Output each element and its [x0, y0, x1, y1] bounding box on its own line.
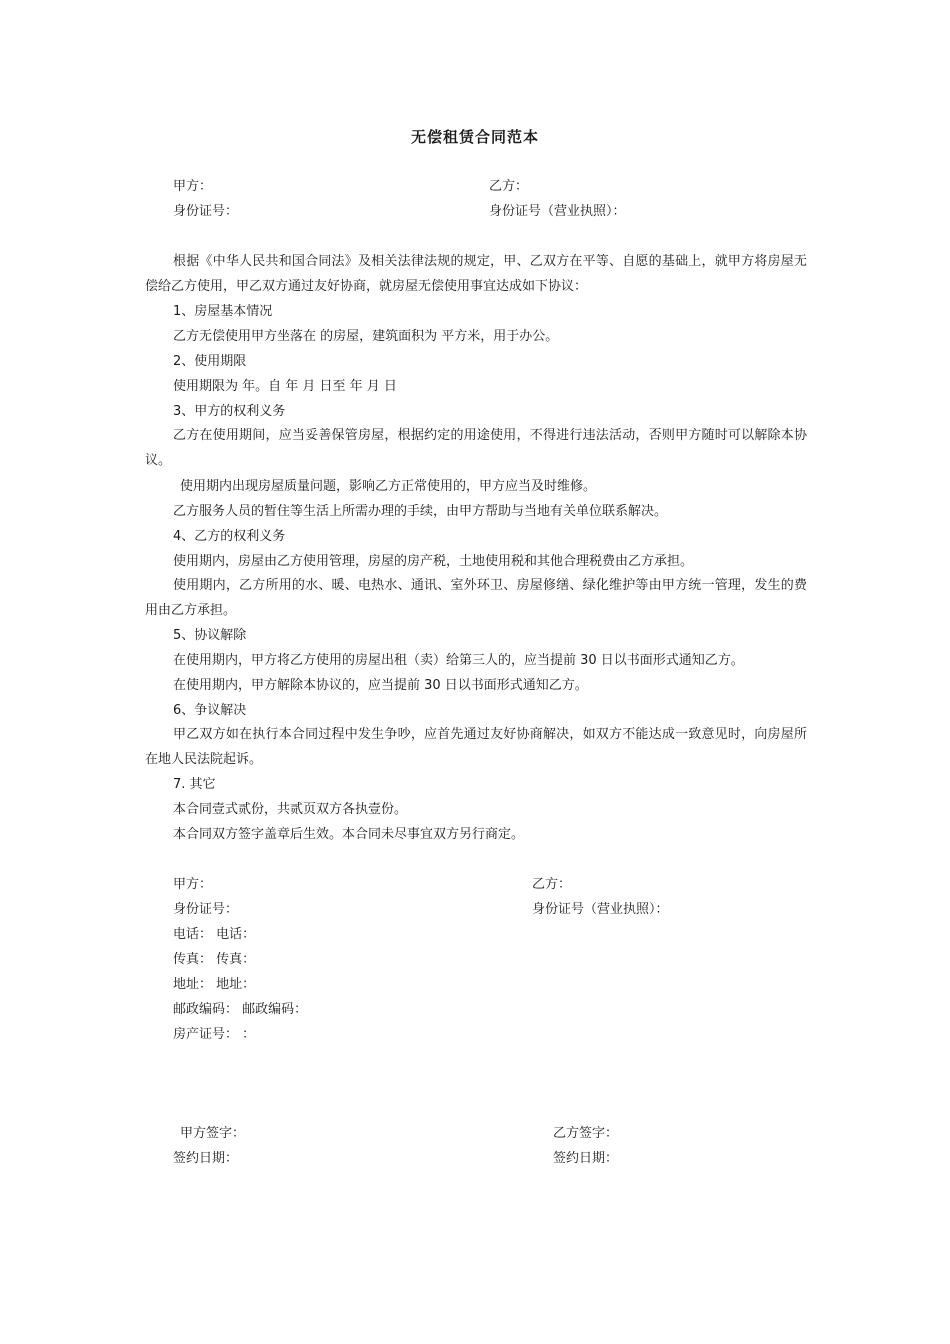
- footer-phone: 电话： 电话：: [173, 927, 256, 942]
- section-2-heading: 2、使用期限: [173, 354, 247, 369]
- section-1-paragraph: 乙方无偿使用甲方坐落在 的房屋，建筑面积为 平方米，用于办公。: [173, 329, 559, 344]
- intro-paragraph: 根据《中华人民共和国合同法》及相关法律法规的规定，甲、乙双方在平等、自愿的基础上，就甲方将房屋无偿给乙方使用，甲乙双方通过友好协商，就房屋无偿使用事宜达成如下协议：: [145, 254, 807, 294]
- footer-party-b-id-label: 身份证号（营业执照）：: [532, 902, 669, 917]
- footer-party-b-label: 乙方：: [532, 877, 572, 892]
- party-b-date-label: 签约日期：: [553, 1151, 619, 1166]
- section-3-paragraph-2: 使用期内出现房屋质量问题，影响乙方正常使用的，甲方应当及时维修。: [180, 479, 597, 494]
- document-title: 无偿租赁合同范本: [410, 128, 539, 146]
- footer-fax: 传真： 传真：: [173, 952, 256, 967]
- header-party-b-label: 乙方：: [489, 179, 529, 194]
- section-5-paragraph-2: 在使用期内，甲方解除本协议的，应当提前 30 日以书面形式通知乙方。: [173, 678, 588, 693]
- section-6-heading: 6、争议解决: [173, 703, 247, 718]
- section-5-paragraph-1: 在使用期内，甲方将乙方使用的房屋出租（卖）给第三人的，应当提前 30 日以书面形式通知乙方。: [173, 653, 744, 668]
- section-1-heading: 1、房屋基本情况: [173, 304, 273, 319]
- party-a-date-label: 签约日期：: [173, 1151, 239, 1166]
- footer-address: 地址： 地址：: [173, 977, 256, 992]
- party-b-signature-label: 乙方签字：: [553, 1126, 619, 1141]
- section-3-heading: 3、甲方的权利义务: [173, 404, 286, 419]
- section-4-paragraph-2: 使用期内，乙方所用的水、暖、电热水、通讯、室外环卫、房屋修缮、绿化维护等由甲方统一管理，发生的费用由乙方承担。: [145, 578, 807, 618]
- footer-party-a-id-label: 身份证号：: [173, 902, 239, 917]
- section-2-paragraph: 使用期限为 年。自 年 月 日至 年 月 日: [173, 379, 397, 394]
- section-3-paragraph-3: 乙方服务人员的暂住等生活上所需办理的手续，由甲方帮助与当地有关单位联系解决。: [173, 504, 668, 519]
- section-3-paragraph-1: 乙方在使用期间，应当妥善保管房屋，根据约定的用途使用，不得进行违法活动，否则甲方随时可以解除本协议。: [145, 428, 807, 468]
- footer-property-cert: 房产证号： ：: [173, 1027, 256, 1042]
- footer-party-a-label: 甲方：: [173, 877, 213, 892]
- section-4-heading: 4、乙方的权利义务: [173, 529, 286, 544]
- section-7-paragraph-1: 本合同壹式贰份，共贰页双方各执壹份。: [173, 802, 408, 817]
- section-7-heading: 7. 其它: [173, 777, 216, 792]
- section-5-heading: 5、协议解除: [173, 628, 247, 643]
- section-6-paragraph: 甲乙双方如在执行本合同过程中发生争吵，应首先通过友好协商解决，如双方不能达成一致意见时，向房屋所在地人民法院起诉。: [145, 727, 807, 767]
- section-4-paragraph-1: 使用期内，房屋由乙方使用管理，房屋的房产税，土地使用税和其他合理税费由乙方承担。: [173, 554, 694, 569]
- header-party-a-label: 甲方：: [173, 179, 213, 194]
- header-party-a-id-label: 身份证号：: [173, 204, 239, 219]
- section-7-paragraph-2: 本合同双方签字盖章后生效。本合同未尽事宜双方另行商定。: [173, 827, 525, 842]
- header-party-b-id-label: 身份证号（营业执照）：: [489, 204, 626, 219]
- footer-postcode: 邮政编码： 邮政编码：: [173, 1002, 308, 1017]
- party-a-signature-label: 甲方签字：: [180, 1126, 246, 1141]
